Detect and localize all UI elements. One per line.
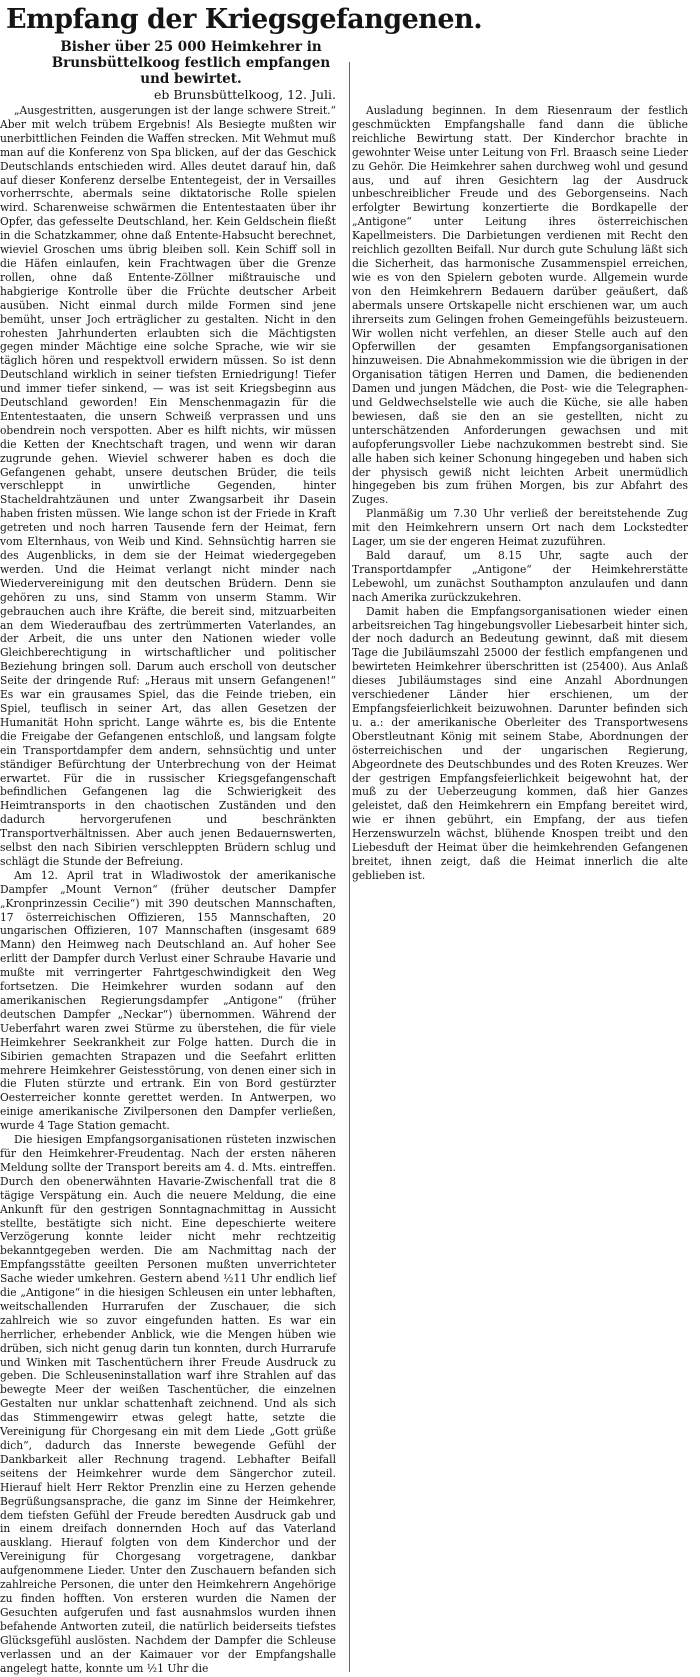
column-divider bbox=[349, 62, 350, 1672]
paragraph: Damit haben die Empfangsorganisationen wieder einen arbeitsreichen Tag hingebungsvoller Liebesarbeit hinter sich, der noch dadurch an Bedeutung gewinnt, daß mit diesem Tage die Jubiläumszahl 25000 der festlich empfangenen und bewirteten Heimkehrer überschritten ist (25400). Aus Anlaß dieses Jubiläumstages sind eine Anzahl Abordnungen verschiedener Länder hier erschienen, um der Empfangsfeierlichkeit beizuwohnen. Darunter befinden sich u. a.: der amerikanische Oberleiter des Transportwesens Oberstleutnant König mit seinem Stabe, Abordnungen der österreichischen und der ungarischen Regierung, Abgeordnete des Deutschbundes und des Roten Kreuzes. Wer der gestrigen Empfangsfeierlichkeit beigewohnt hat, der muß zu der Ueberzeugung kommen, daß hier Ganzes geleistet, daß den Heimkehrern ein Empfang bereitet wird, wie er ihnen gebührt, ein Empfang, der aus tiefen Herzenswurzeln wächst, blühende Knospen treibt und den Liebesduft der Heimat über die heimkehrenden Gefangenen breitet, ihnen zeigt, daß die Heimat innerlich die alte geblieben ist. bbox=[352, 604, 688, 882]
article-columns bbox=[0, 104, 688, 1674]
right-column bbox=[352, 104, 688, 882]
paragraph: Bald darauf, um 8.15 Uhr, sagte auch der Transportdampfer „Antigone“ der Heimkehrerstätte Lebewohl, um zunächst Southampton anzulaufen und dann nach Amerika zurückzukehren. bbox=[352, 549, 688, 604]
article-subhead: Bisher über 25 000 Heimkehrer in Brunsbüttelkoog festlich empfangen und bewirtet. bbox=[51, 39, 331, 87]
article-headline: Empfang der Kriegsgefangenen. bbox=[6, 4, 483, 35]
paragraph: Ausladung beginnen. In dem Riesenraum der festlich geschmückten Empfangshalle fand dann die übliche reichliche Bewirtung statt. Der Kinderchor brachte in gewohnter Weise unter Leitung von Frl. Braasch seine Lieder zu Gehör. Die Heimkehrer sahen durchweg wohl und gesund aus, und auf ihren Gesichtern lag der Ausdruck unbeschreiblicher Freude und des Geborgenseins. Nach erfolgter Bewirtung konzertierte die Bordkapelle der „Antigone“ unter Leitung ihres österreichischen Kapellmeisters. Die Darbietungen verdienen mit Recht den reichlich gezollten Beifall. Nur durch gute Schulung läßt sich die Sicherheit, das harmonische Zusammenspiel erreichen, wie es von den Spielern geboten wurde. Allgemein wurde von den Heimkehrern Bedauern darüber geäußert, daß abermals unsere Ortskapelle nicht erschienen war, um auch ihrerseits zum Gelingen frohen Gemeingefühls beizusteuern. Wir wollen nicht verfehlen, an dieser Stelle auch auf den Opferwillen der gesamten Empfangsorganisationen hinzuweisen. Die Abnahmekommission wie die übrigen in der Organisation tätigen Herren und Damen, die bedienenden Damen und jungen Mädchen, die Post- wie die Telegraphen- und Geldwechselstelle wie auch die Küche, sie alle haben bewiesen, daß sie den an sie gestellten, nicht zu unterschätzenden Anforderungen gewachsen und mit aufopferungsvoller Liebe nachzukommen bestrebt sind. Sie alle haben sich keiner Schonung hingegeben und haben sich der physisch gewiß nicht leichten Arbeit unermüdlich hingegeben bis zum frühen Morgen, bis zur Abfahrt des Zuges. bbox=[352, 104, 688, 507]
newspaper-article bbox=[6, 4, 694, 105]
paragraph: Die hiesigen Empfangsorganisationen rüsteten inzwischen für den Heimkehrer-Freudentag. Nach der ersten näheren Meldung sollte der Transport bereits am 4. d. Mts. eintreffen. Durch den obenerwähnten Havarie-Zwischenfall trat die 8 tägige Verspätung ein. Auch die neuere Meldung, die eine Ankunft für den gestrigen Sonntagnachmittag in Aussicht stellte, bestätigte sich nicht. Eine depeschierte weitere Verzögerung konnte leider nicht mehr rechtzeitig bekanntgegeben werden. Die am Nachmittag nach der Empfangsstätte geeilten Personen mußten unverrichteter Sache wieder umkehren. Gestern abend ½11 Uhr endlich lief die „Antigone“ in die hiesigen Schleusen ein unter lebhaften, weitschallenden Hurrarufen der Zuschauer, die sich zahlreich wie so zuvor eingefunden hatten. Es war ein herrlicher, erhebender Anblick, wie die Mengen hüben wie drüben, sich nicht genug darin tun konnten, durch Hurrarufe und Winken mit Taschentüchern ihrer Freude Ausdruck zu geben. Die Schleuseninstallation warf ihre Strahlen auf das bewegte Meer der weißen Taschentücher, die einzelnen Gestalten nur unklar schattenhaft zeichnend. Und als sich das Stimmengewirr etwas gelegt hatte, setzte die Vereinigung für Chorgesang ein mit dem Liede „Gott grüße dich“, dadurch das Innerste bewegende Gefühl der Dankbarkeit aller Rechnung tragend. Lebhafter Beifall seitens der Heimkehrer wurde dem Sängerchor zuteil. Hierauf hielt Herr Rektor Prenzlin eine zu Herzen gehende Begrüßungsansprache, die ganz im Sinne der Heimkehrer, dem tiefsten Gefühl der Freude beredten Ausdruck gab und in einem dreifach donnernden Hoch auf das Vaterland ausklang. Hierauf folgten von dem Kinderchor und der Vereinigung für Chorgesang vorgetragene, dankbar aufgenommene Lieder. Unter den Zuschauern befanden sich zahlreiche Personen, die unter den Heimkehrern Angehörige zu finden hofften. Von ersteren wurden die Namen der Gesuchten aufgerufen und fast ausnahmslos wurden ihnen befahende Antworten zuteil, die natürlich beiderseits tiefstes Glücksgefühl auslösten. Nachdem der Dampfer die Schleuse verlassen und an der Kaimauer vor der Empfangshalle angelegt hatte, konnte um ½1 Uhr die bbox=[0, 1133, 336, 1675]
left-column bbox=[0, 104, 336, 1674]
article-dateline: eb Brunsbüttelkoog, 12. Juli. bbox=[153, 87, 336, 102]
paragraph: Planmäßig um 7.30 Uhr verließ der bereitstehende Zug mit den Heimkehrern unsern Ort nach dem Lockstedter Lager, um sie der engeren Heimat zuzuführen. bbox=[352, 507, 688, 549]
paragraph: Am 12. April trat in Wladiwostok der amerikanische Dampfer „Mount Vernon“ (früher deutscher Dampfer „Kronprinzessin Cecilie“) mit 390 deutschen Mannschaften, 17 österreichischen Offizieren, 155 Mannschaften, 20 ungarischen Offizieren, 107 Mannschaften (insgesamt 689 Mann) den Heimweg nach Deutschland an. Auf hoher See erlitt der Dampfer durch Verlust einer Schraube Havarie und mußte mit verringerter Fahrtgeschwindigkeit den Weg fortsetzen. Die Heimkehrer wurden sodann auf den amerikanischen Regierungsdampfer „Antigone“ (früher deutschen Dampfer „Neckar“) übernommen. Während der Ueberfahrt waren zwei Stürme zu überstehen, die für viele Heimkehrer Seekrankheit zur Folge hatten. Durch die in Sibirien gemachten Strapazen und die Seefahrt erlitten mehrere Heimkehrer Geistesstörung, von denen einer sich in die Fluten stürzte und ertrank. Ein von Bord gestürzter Oesterreicher konnte gerettet werden. In Antwerpen, wo einige amerikanische Zivilpersonen den Dampfer verließen, wurde 4 Tage Station gemacht. bbox=[0, 868, 336, 1133]
paragraph: „Ausgestritten, ausgerungen ist der lange schwere Streit.“ Aber mit welch trübem Ergebnis! Als Besiegte mußten wir unerbittlichen Feinden die Waffen strecken. Mit Wehmut muß man auf die Konferenz von Spa blicken, auf der das Geschick Deutschlands entschieden wird. Alles deutet darauf hin, daß auf dieser Konferenz derselbe Ententegeist, der in Versailles vorherrschte, abermals seine diktatorische Rolle spielen wird. Scharenweise schwärmen die Ententestaaten über ihr Opfer, das gefesselte Deutschland, her. Kein Geldschein fließt in die Schatzkammer, ohne daß Entente-Habsucht berechnet, wieviel Groschen ums übrig bleiben soll. Kein Schiff soll in die Häfen einlaufen, kein Frachtwagen über die Grenze rollen, ohne daß Entente-Zöllner mißtrauische und habgierige Kontrolle über die Früchte deutscher Arbeit ausüben. Nicht einmal durch milde Formen sind jene bemüht, unser Joch erträglicher zu gestalten. Nicht in den rohesten Jahrhunderten erlaubten sich die Mächtigsten gegen minder Mächtige eine solche Sprache, wie wir sie täglich hören und respektvoll erwidern müssen. So ist denn Deutschland wirklich in seiner tiefsten Erniedrigung! Tiefer und immer tiefer sinkend, — was ist seit Kriegsbeginn aus Deutschland geworden! Ein Menschenmagazin für die Ententestaaten, die unsern Schweiß verprassen und uns obendrein noch verspotten. Aber es hilft nichts, wir müssen die Ketten der Knechtschaft tragen, und wenn wir daran zugrunde gehen. Wieviel schwerer haben es doch die Gefangenen gehabt, unsere deutschen Brüder, die teils verschleppt in unwirtliche Gegenden, hinter Stacheldrahtzäunen und unter Zwangsarbeit ihr Dasein haben fristen müssen. Wie lange schon ist der Friede in Kraft getreten und noch harren Tausende fern der Heimat, fern vom Elternhaus, von Weib und Kind. Sehnsüchtig harren sie des Augenblicks, in dem sie der Heimat wiedergegeben werden. Und die Heimat verlangt nicht minder nach Wiedervereinigung mit den deutschen Brüdern. Denn sie gehören zu uns, sind Stamm von unserm Stamm. Wir gebrauchen auch ihre Kräfte, die bereit sind, mitzuarbeiten an dem Wiederaufbau des zertrümmerten Vaterlandes, an der Arbeit, die uns unter den Nationen wieder volle Gleichberechtigung in wirtschaftlicher und politischer Beziehung bringen soll. Darum auch erscholl von deutscher Seite der dringende Ruf: „Heraus mit unsern Gefangenen!“ Es war ein grausames Spiel, das die Feinde trieben, ein Spiel, teuflisch in seiner Art, das allen Gesetzen der Humanität Hohn spricht. Lange währte es, bis die Entente die Freigabe der Gefangenen entschloß, und langsam folgte ein Transportdampfer dem andern, sehnsüchtig und unter ständiger Befürchtung der Unterbrechung von der Heimat erwartet. Für die in russischer Kriegsgefangenschaft befindlichen Gefangenen lag die Schwierigkeit des Heimtransports in den chaotischen Zuständen und den dadurch hervorgerufenen und beschränkten Transportverhältnissen. Aber auch jenen Bedauernswerten, selbst den nach Sibirien verschleppten Brüdern schlug und schlägt die Stunde der Befreiung. bbox=[0, 104, 336, 868]
